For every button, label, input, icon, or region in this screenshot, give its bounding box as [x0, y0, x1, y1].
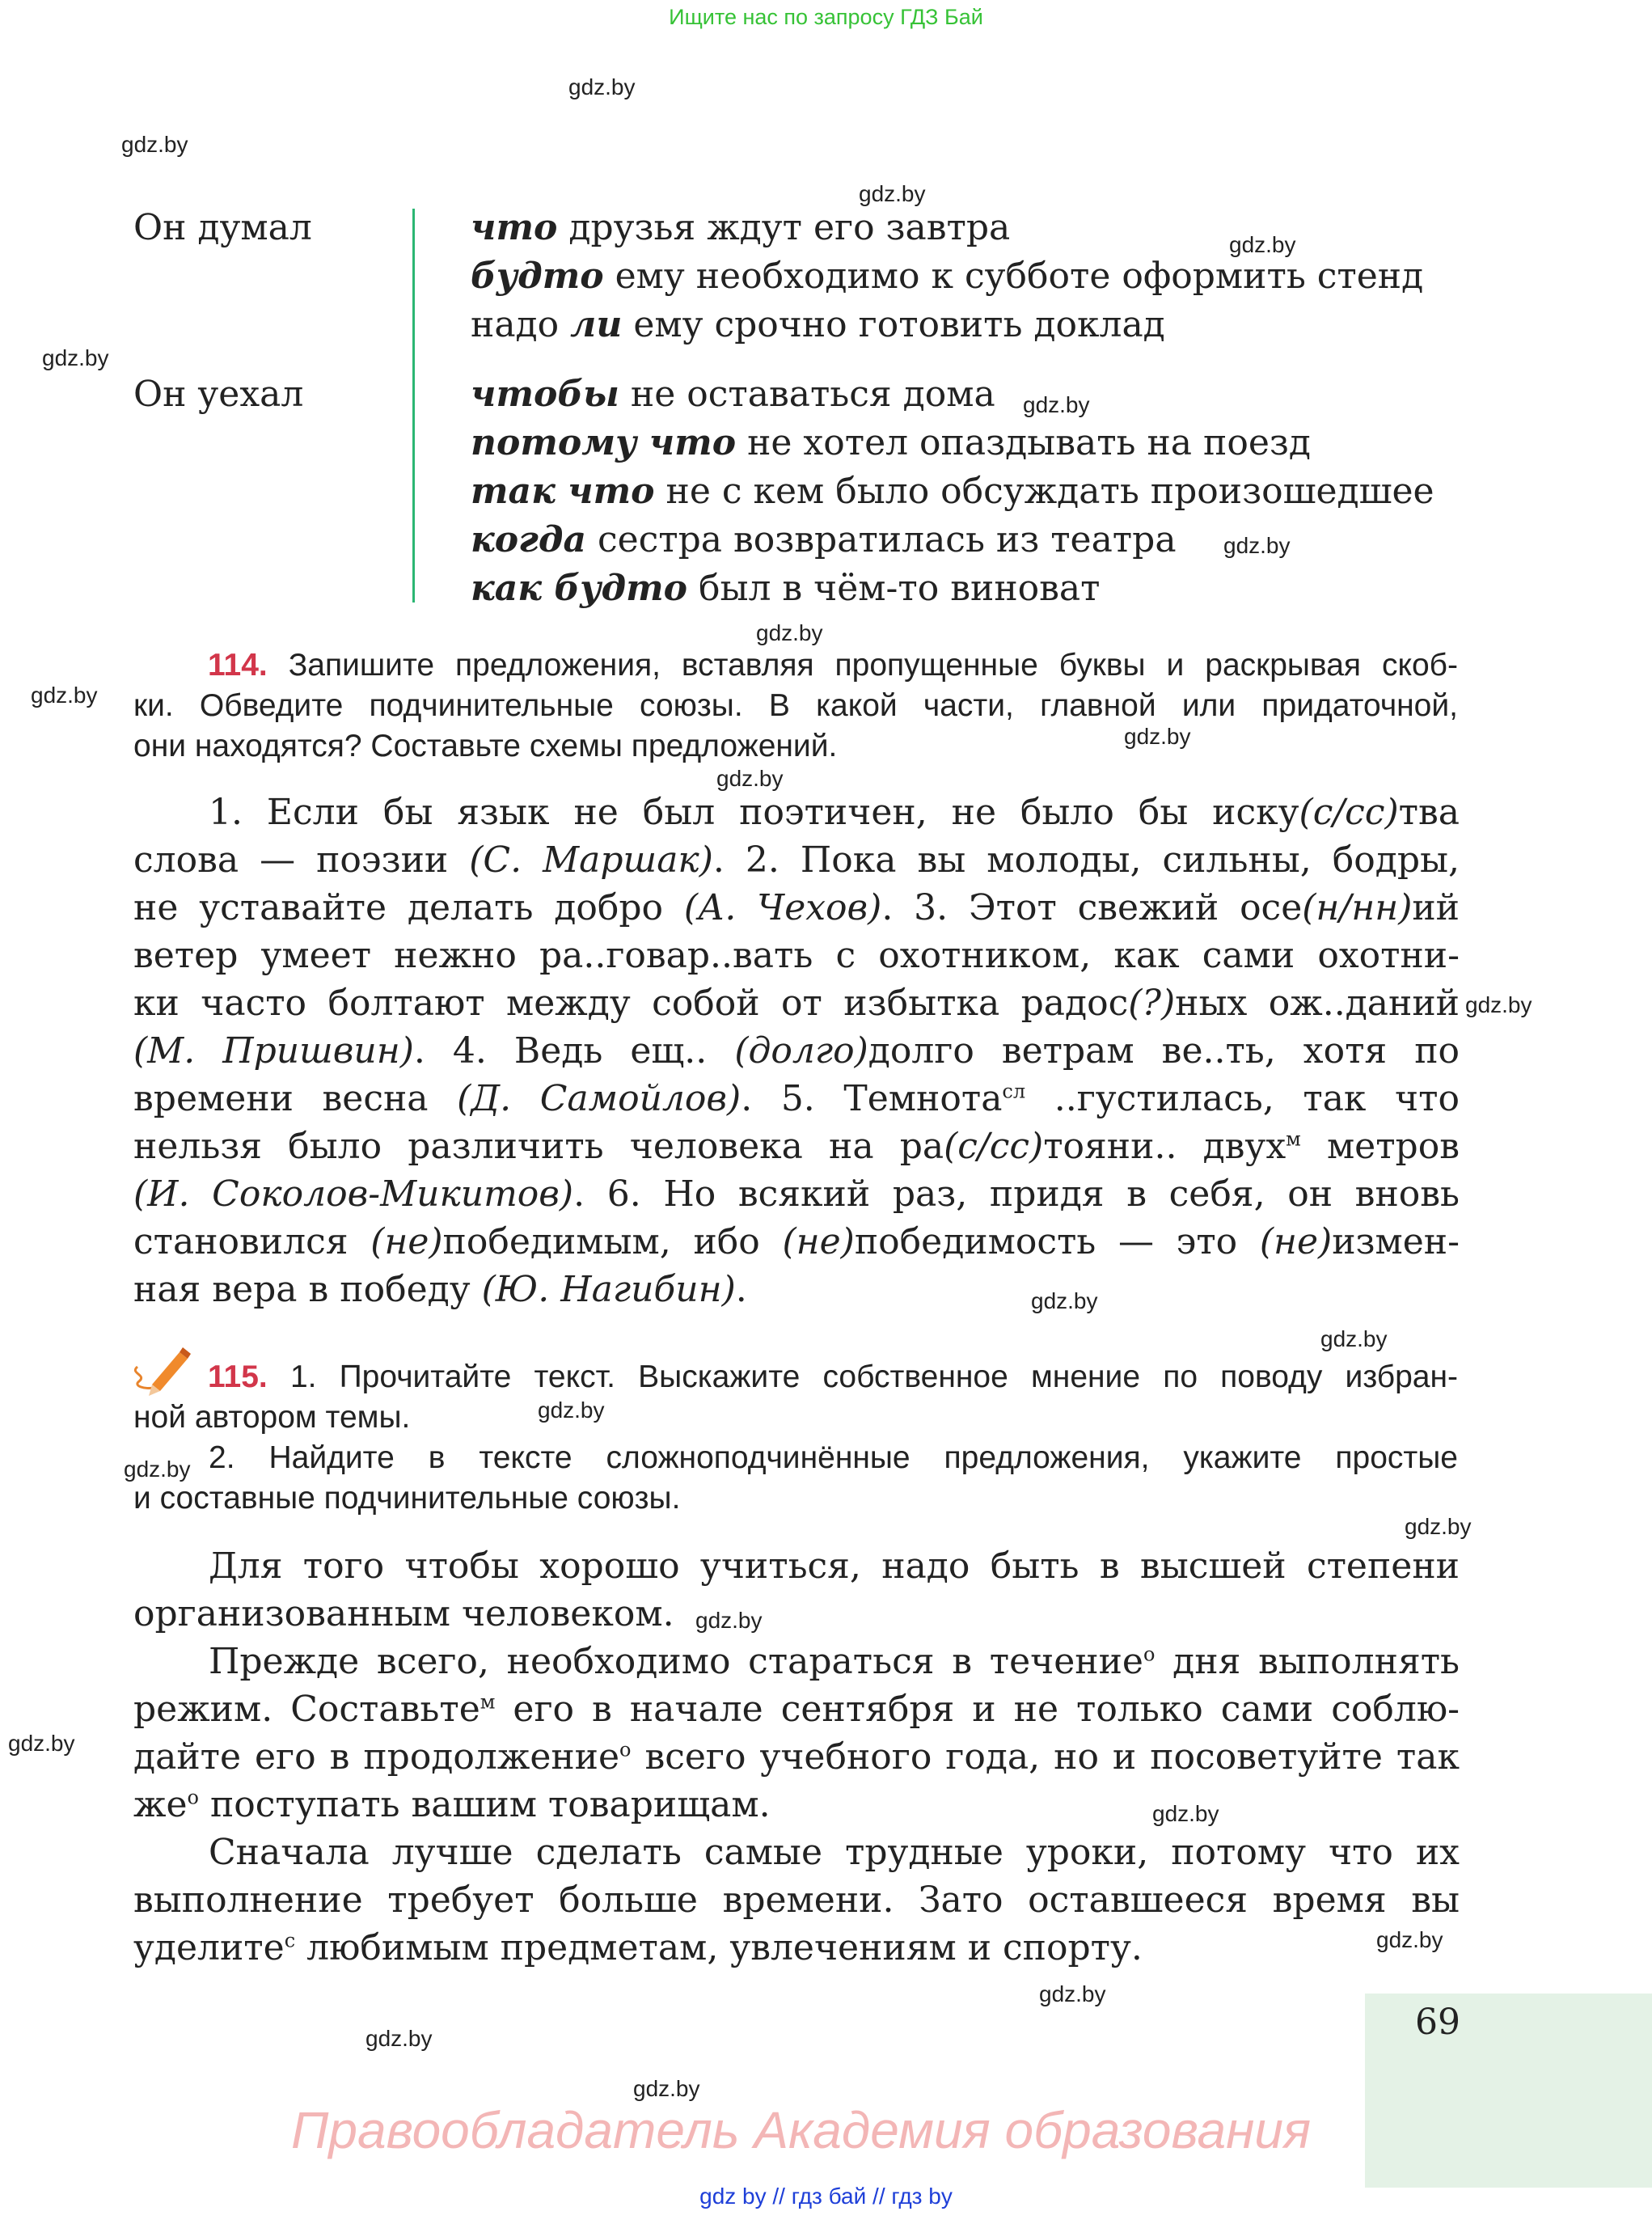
- row-label: Он думал: [133, 207, 312, 248]
- watermark: gdz.by: [695, 1608, 763, 1633]
- text-line: организованным человеком.: [133, 1593, 674, 1634]
- clause: чтобы не оставаться дома: [471, 374, 995, 415]
- watermark: gdz.by: [568, 74, 636, 99]
- clause: когда сестра возвратилась из театра: [471, 519, 1177, 560]
- exercise-114-task: 114. Запишите предложения, вставляя пропущенные буквы и раскрывая скоб- ки. Обведите подчинительные союзы. В какой части, главной или придаточной, они находятся? Составьте схемы предложений.: [133, 648, 1458, 763]
- text-line: дайте его в продолжение$^о$ всего учебного года, но и посоветуйте так: [133, 1736, 1460, 1778]
- text-line: ки часто болтают между собой от избытка радос(?)ных ож..даний: [133, 983, 1460, 1024]
- watermark: gdz.by: [1229, 232, 1296, 257]
- watermark: gdz.by: [31, 683, 98, 708]
- watermark: gdz.by: [8, 1731, 75, 1756]
- text-line: нельзя было различить человека на ра(с/сс)тояни.. двух$^м$ метров: [133, 1126, 1460, 1167]
- watermark: gdz.by: [1124, 724, 1191, 749]
- exercise-114-text: [133, 789, 1460, 1313]
- top-banner[interactable]: Ищите нас по запросу ГДЗ Бай: [669, 5, 983, 29]
- clause: надо ли ему срочно готовить доклад: [471, 304, 1165, 345]
- watermark: gdz.by: [756, 620, 823, 645]
- watermark: gdz.by: [1405, 1514, 1472, 1539]
- clause: что друзья ждут его завтра: [471, 207, 1011, 248]
- text-line: ная вера в победу (Ю. Нагибин).: [133, 1269, 747, 1310]
- watermark: gdz.by: [1039, 1981, 1106, 2006]
- text-line: (И. Соколов-Микитов). 6. Но всякий раз, придя в себя, он вновь: [133, 1173, 1460, 1215]
- watermark: gdz.by: [42, 345, 109, 370]
- text-line: Прежде всего, необходимо стараться в течение$^о$ дня выполнять: [209, 1641, 1460, 1682]
- watermark: gdz.by: [1023, 392, 1090, 417]
- clause: так что не с кем было обсуждать произошедшее: [471, 471, 1434, 512]
- clause: потому что не хотел опаздывать на поезд: [471, 422, 1311, 463]
- text-line: ветер умеет нежно ра..говар..вать с охотником, как сами охотни-: [133, 935, 1460, 976]
- watermark: gdz.by: [538, 1397, 605, 1423]
- text-line: не уставайте делать добро (А. Чехов). 3. Этот свежий осе(н/нн)ий: [133, 887, 1460, 928]
- exercise-115-task: 115. 1. Прочитайте текст. Выскажите собственное мнение по поводу избран- ной автором темы. 2. Найдите в тексте сложноподчинённые предложения, укажите простые и составные подчинительные союзы.: [133, 1359, 1458, 1516]
- watermark: gdz.by: [124, 1457, 191, 1482]
- text-line: (М. Пришвин). 4. Ведь ещ.. (долго)долго ветрам ве..ть, хотя по: [133, 1030, 1460, 1072]
- page-number: 69: [1415, 2002, 1460, 2043]
- watermark: gdz.by: [1465, 992, 1532, 1017]
- watermark: gdz.by: [633, 2076, 700, 2101]
- watermark: gdz.by: [859, 181, 926, 206]
- text-line: становился (не)победимым, ибо (не)победимость — это (не)измен-: [133, 1221, 1460, 1262]
- exercise-number: 115.: [208, 1359, 268, 1394]
- clause: будто ему необходимо к субботе оформить стенд: [471, 256, 1424, 297]
- text-line: уделите$^с$ любимым предметам, увлечениям и спорту.: [133, 1927, 1143, 1968]
- text-line: выполнение требует больше времени. Зато оставшееся время вы: [133, 1879, 1460, 1921]
- clause: как будто был в чём-то виноват: [471, 568, 1101, 609]
- text-line: режим. Составьте$^м$ его в начале сентября и не только сами соблю-: [133, 1689, 1460, 1730]
- watermark: gdz.by: [1223, 533, 1291, 558]
- footer-links[interactable]: gdz by // гдз бай // гдз by: [699, 2184, 953, 2209]
- text-line: слова — поэзии (С. Маршак). 2. Пока вы молоды, сильны, бодры,: [133, 839, 1460, 881]
- text-line: времени весна (Д. Самойлов). 5. Темнота$^{сл}$ ..густилась, так что: [133, 1078, 1460, 1119]
- watermark: gdz.by: [121, 132, 188, 157]
- watermark: gdz.by: [716, 766, 784, 791]
- row-label: Он уехал: [133, 374, 304, 415]
- text-line: Для того чтобы хорошо учиться, надо быть в высшей степени: [209, 1545, 1460, 1587]
- table-divider: [412, 209, 415, 603]
- exercise-115-text: [133, 1542, 1460, 1972]
- exercise-number: 114.: [208, 648, 268, 683]
- watermark: gdz.by: [1031, 1288, 1098, 1313]
- text-line: 1. Если бы язык не был поэтичен, не было бы иску(с/сс)тва: [209, 792, 1460, 833]
- rights-holder-text: Правообладатель Академия образования: [291, 2101, 1312, 2159]
- watermark: gdz.by: [1376, 1927, 1443, 1952]
- text-line: $же^о$ поступать вашим товарищам.: [133, 1784, 771, 1825]
- watermark: gdz.by: [1152, 1801, 1219, 1826]
- watermark: gdz.by: [1320, 1326, 1388, 1351]
- text-line: Сначала лучше сделать самые трудные уроки, потому что их: [209, 1832, 1460, 1873]
- watermark: gdz.by: [365, 2026, 433, 2051]
